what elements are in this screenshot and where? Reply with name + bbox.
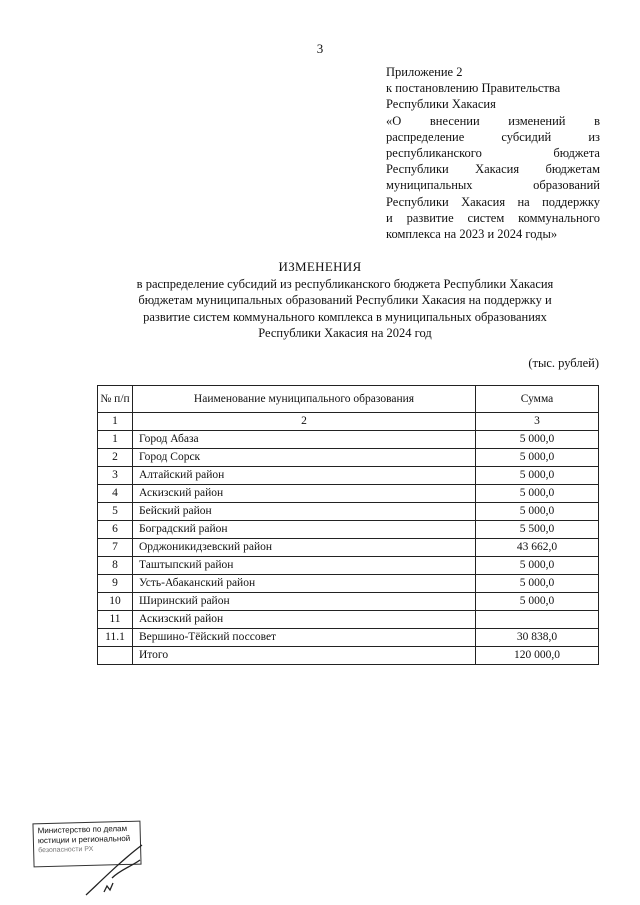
table-header-row bbox=[98, 386, 599, 413]
table-row bbox=[98, 557, 599, 575]
header-amount: Сумма bbox=[476, 386, 599, 413]
header-municipality: Наименование муниципального образования bbox=[133, 386, 476, 413]
appendix-line: к постановлению Правительства bbox=[386, 81, 561, 96]
row-number-cell: 11.1 bbox=[98, 629, 133, 647]
appendix-line: муниципальных образований bbox=[386, 178, 600, 193]
column-index-row bbox=[98, 413, 599, 431]
subtitle-line: бюджетам муниципальных образований Республики Хакасия на поддержку и bbox=[138, 293, 552, 308]
appendix-line: комплекса на 2023 и 2024 годы» bbox=[386, 227, 558, 242]
municipality-cell: Вершино-Тёйский поссовет bbox=[133, 629, 476, 647]
subtitle-line: Республики Хакасия на 2024 год bbox=[258, 325, 432, 340]
amount-cell: 5 000,0 bbox=[476, 485, 599, 503]
municipality-cell: Боградский район bbox=[133, 521, 476, 539]
subsidy-table bbox=[97, 385, 599, 665]
appendix-line: и развитие систем коммунального bbox=[386, 210, 600, 225]
row-number-cell: 10 bbox=[98, 593, 133, 611]
table-row bbox=[98, 449, 599, 467]
appendix-line: «О внесении изменений в bbox=[386, 113, 600, 128]
table-row bbox=[98, 575, 599, 593]
municipality-cell: Бейский район bbox=[133, 503, 476, 521]
amount-cell: 43 662,0 bbox=[476, 539, 599, 557]
municipality-cell: Город Абаза bbox=[133, 431, 476, 449]
table-body bbox=[98, 413, 599, 665]
row-number-cell: 1 bbox=[98, 431, 133, 449]
appendix-line: Республики Хакасия на поддержку bbox=[386, 194, 600, 209]
amount-cell: 5 500,0 bbox=[476, 521, 599, 539]
handwritten-signature bbox=[82, 840, 172, 900]
row-number-cell: 9 bbox=[98, 575, 133, 593]
index-cell: 3 bbox=[476, 413, 599, 431]
row-number-cell: 7 bbox=[98, 539, 133, 557]
amount-cell: 5 000,0 bbox=[476, 575, 599, 593]
subtitle-line: развитие систем коммунального комплекса в муниципальных образованиях bbox=[143, 309, 547, 324]
municipality-cell: Аскизский район bbox=[133, 485, 476, 503]
table-row bbox=[98, 629, 599, 647]
header-number: № п/п bbox=[98, 386, 133, 413]
table-row bbox=[98, 431, 599, 449]
amount-cell: 5 000,0 bbox=[476, 467, 599, 485]
amount-cell: 5 000,0 bbox=[476, 593, 599, 611]
municipality-cell: Аскизский район bbox=[133, 611, 476, 629]
amount-cell bbox=[476, 611, 599, 629]
row-number-cell: 2 bbox=[98, 449, 133, 467]
units-label: (тыс. рублей) bbox=[528, 356, 599, 370]
table-row bbox=[98, 647, 599, 665]
row-number-cell: 8 bbox=[98, 557, 133, 575]
document-subtitle bbox=[90, 276, 600, 341]
municipality-cell: Ширинский район bbox=[133, 593, 476, 611]
stamp-line: юстиции и региональной bbox=[37, 833, 131, 846]
municipality-cell: Таштыпский район bbox=[133, 557, 476, 575]
municipality-cell: Город Сорск bbox=[133, 449, 476, 467]
appendix-line: Республики Хакасия бюджетам bbox=[386, 162, 600, 177]
table-row bbox=[98, 485, 599, 503]
amount-cell: 5 000,0 bbox=[476, 503, 599, 521]
table-row bbox=[98, 503, 599, 521]
table-row bbox=[98, 593, 599, 611]
amount-cell: 30 838,0 bbox=[476, 629, 599, 647]
row-number-cell: 4 bbox=[98, 485, 133, 503]
table-row bbox=[98, 467, 599, 485]
appendix-heading bbox=[386, 64, 600, 242]
row-number-cell bbox=[98, 647, 133, 665]
appendix-line: Республики Хакасия bbox=[386, 97, 496, 112]
table-row bbox=[98, 539, 599, 557]
subtitle-line: в распределение субсидий из республиканского бюджета Республики Хакасия bbox=[136, 277, 554, 291]
appendix-line: республиканского бюджета bbox=[386, 146, 600, 161]
table-row bbox=[98, 611, 599, 629]
table-row bbox=[98, 521, 599, 539]
row-number-cell: 3 bbox=[98, 467, 133, 485]
stamp-line: Министерство по делам bbox=[37, 823, 128, 836]
row-number-cell: 11 bbox=[98, 611, 133, 629]
municipality-cell: Итого bbox=[133, 647, 476, 665]
amount-cell: 5 000,0 bbox=[476, 431, 599, 449]
row-number-cell: 6 bbox=[98, 521, 133, 539]
page-number: 3 bbox=[316, 41, 324, 56]
row-number-cell: 5 bbox=[98, 503, 133, 521]
stamp-line: безопасности РХ bbox=[38, 845, 94, 855]
appendix-line: Приложение 2 bbox=[386, 65, 463, 79]
appendix-line: распределение субсидий из bbox=[386, 129, 600, 144]
document-title: ИЗМЕНЕНИЯ bbox=[278, 259, 362, 274]
municipality-cell: Орджоникидзевский район bbox=[133, 539, 476, 557]
municipality-cell: Усть-Абаканский район bbox=[133, 575, 476, 593]
municipality-cell: Алтайский район bbox=[133, 467, 476, 485]
index-cell: 2 bbox=[133, 413, 476, 431]
index-cell: 1 bbox=[98, 413, 133, 431]
amount-cell: 5 000,0 bbox=[476, 449, 599, 467]
amount-cell: 120 000,0 bbox=[476, 647, 599, 665]
amount-cell: 5 000,0 bbox=[476, 557, 599, 575]
